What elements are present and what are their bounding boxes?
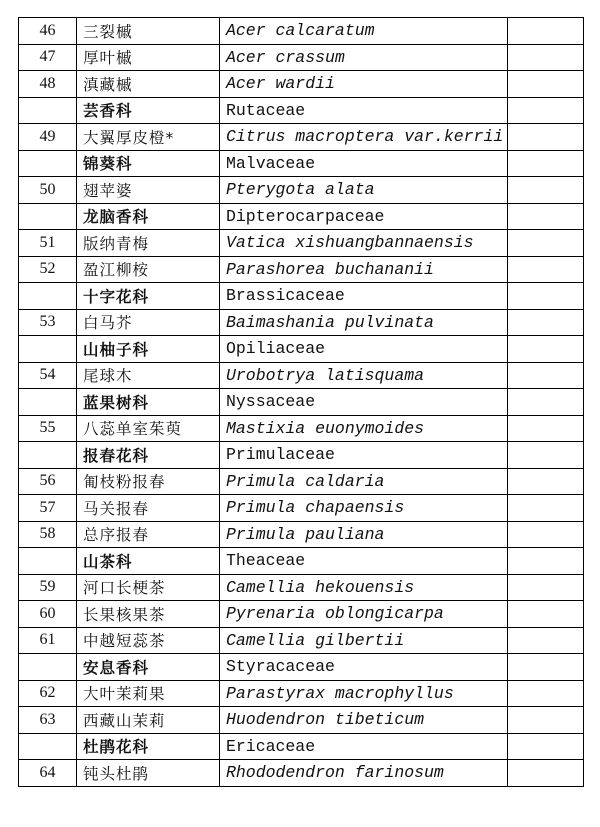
- family-chinese-name: 蓝果树科: [77, 389, 220, 416]
- species-row: [19, 256, 584, 283]
- species-latin-name: Citrus macroptera var.kerrii: [220, 124, 508, 151]
- row-number: 53: [19, 309, 77, 336]
- row-number: [19, 654, 77, 681]
- empty-notes-cell: [508, 574, 584, 601]
- species-row: [19, 124, 584, 151]
- species-latin-name: Urobotrya latisquama: [220, 362, 508, 389]
- row-number: 47: [19, 44, 77, 71]
- empty-notes-cell: [508, 654, 584, 681]
- species-chinese-name: 总序报春: [77, 521, 220, 548]
- species-row: [19, 574, 584, 601]
- species-chinese-name: 滇藏槭: [77, 71, 220, 98]
- empty-notes-cell: [508, 521, 584, 548]
- species-latin-name: Pterygota alata: [220, 177, 508, 204]
- species-chinese-name: 尾球木: [77, 362, 220, 389]
- empty-notes-cell: [508, 733, 584, 760]
- species-latin-name: Primula chapaensis: [220, 495, 508, 522]
- empty-notes-cell: [508, 362, 584, 389]
- row-number: 59: [19, 574, 77, 601]
- species-row: [19, 495, 584, 522]
- empty-notes-cell: [508, 177, 584, 204]
- row-number: 51: [19, 230, 77, 257]
- empty-notes-cell: [508, 230, 584, 257]
- family-row: [19, 336, 584, 363]
- species-chinese-name: 河口长梗茶: [77, 574, 220, 601]
- species-row: [19, 44, 584, 71]
- row-number: 62: [19, 680, 77, 707]
- row-number: [19, 283, 77, 310]
- species-latin-name: Mastixia euonymoides: [220, 415, 508, 442]
- row-number: [19, 203, 77, 230]
- species-row: [19, 71, 584, 98]
- species-row: [19, 521, 584, 548]
- species-latin-name: Parashorea buchananii: [220, 256, 508, 283]
- empty-notes-cell: [508, 203, 584, 230]
- species-chinese-name: 八蕊单室茱萸: [77, 415, 220, 442]
- family-row: [19, 548, 584, 575]
- species-latin-name: Acer calcaratum: [220, 18, 508, 45]
- species-chinese-name: 匍枝粉报春: [77, 468, 220, 495]
- row-number: 48: [19, 71, 77, 98]
- family-latin-name: Theaceae: [220, 548, 508, 575]
- species-row: [19, 18, 584, 45]
- species-chinese-name: 盈江柳桉: [77, 256, 220, 283]
- species-latin-name: Parastyrax macrophyllus: [220, 680, 508, 707]
- species-chinese-name: 大叶茉莉果: [77, 680, 220, 707]
- species-chinese-name: 厚叶槭: [77, 44, 220, 71]
- family-latin-name: Malvaceae: [220, 150, 508, 177]
- species-latin-name: Pyrenaria oblongicarpa: [220, 601, 508, 628]
- family-row: [19, 389, 584, 416]
- species-row: [19, 680, 584, 707]
- empty-notes-cell: [508, 71, 584, 98]
- empty-notes-cell: [508, 309, 584, 336]
- row-number: 50: [19, 177, 77, 204]
- empty-notes-cell: [508, 124, 584, 151]
- row-number: [19, 548, 77, 575]
- family-latin-name: Dipterocarpaceae: [220, 203, 508, 230]
- species-chinese-name: 西藏山茉莉: [77, 707, 220, 734]
- family-chinese-name: 杜鹃花科: [77, 733, 220, 760]
- row-number: [19, 389, 77, 416]
- species-row: [19, 468, 584, 495]
- family-latin-name: Primulaceae: [220, 442, 508, 469]
- species-table-body: [19, 18, 584, 787]
- empty-notes-cell: [508, 601, 584, 628]
- family-row: [19, 733, 584, 760]
- row-number: 46: [19, 18, 77, 45]
- species-latin-name: Camellia hekouensis: [220, 574, 508, 601]
- species-chinese-name: 中越短蕊茶: [77, 627, 220, 654]
- family-chinese-name: 芸香科: [77, 97, 220, 124]
- row-number: [19, 733, 77, 760]
- species-latin-name: Primula pauliana: [220, 521, 508, 548]
- empty-notes-cell: [508, 760, 584, 787]
- species-chinese-name: 版纳青梅: [77, 230, 220, 257]
- family-chinese-name: 山茶科: [77, 548, 220, 575]
- family-latin-name: Opiliaceae: [220, 336, 508, 363]
- empty-notes-cell: [508, 336, 584, 363]
- species-chinese-name: 马关报春: [77, 495, 220, 522]
- species-chinese-name: 白马芥: [77, 309, 220, 336]
- species-row: [19, 707, 584, 734]
- row-number: 52: [19, 256, 77, 283]
- species-row: [19, 627, 584, 654]
- species-chinese-name: 大翼厚皮橙*: [77, 124, 220, 151]
- species-chinese-name: 三裂槭: [77, 18, 220, 45]
- species-row: [19, 362, 584, 389]
- row-number: 57: [19, 495, 77, 522]
- family-row: [19, 283, 584, 310]
- empty-notes-cell: [508, 680, 584, 707]
- row-number: 60: [19, 601, 77, 628]
- empty-notes-cell: [508, 44, 584, 71]
- row-number: 54: [19, 362, 77, 389]
- empty-notes-cell: [508, 627, 584, 654]
- species-chinese-name: 钝头杜鹃: [77, 760, 220, 787]
- species-row: [19, 760, 584, 787]
- family-row: [19, 442, 584, 469]
- row-number: 49: [19, 124, 77, 151]
- family-latin-name: Styracaceae: [220, 654, 508, 681]
- family-latin-name: Ericaceae: [220, 733, 508, 760]
- family-latin-name: Brassicaceae: [220, 283, 508, 310]
- species-row: [19, 230, 584, 257]
- empty-notes-cell: [508, 442, 584, 469]
- row-number: 58: [19, 521, 77, 548]
- row-number: 61: [19, 627, 77, 654]
- empty-notes-cell: [508, 283, 584, 310]
- family-chinese-name: 山柚子科: [77, 336, 220, 363]
- row-number: [19, 336, 77, 363]
- empty-notes-cell: [508, 256, 584, 283]
- empty-notes-cell: [508, 707, 584, 734]
- species-row: [19, 309, 584, 336]
- row-number: 64: [19, 760, 77, 787]
- family-row: [19, 203, 584, 230]
- species-latin-name: Vatica xishuangbannaensis: [220, 230, 508, 257]
- family-chinese-name: 报春花科: [77, 442, 220, 469]
- empty-notes-cell: [508, 18, 584, 45]
- family-chinese-name: 龙脑香科: [77, 203, 220, 230]
- species-latin-name: Huodendron tibeticum: [220, 707, 508, 734]
- family-chinese-name: 安息香科: [77, 654, 220, 681]
- row-number: [19, 442, 77, 469]
- species-latin-name: Acer wardii: [220, 71, 508, 98]
- empty-notes-cell: [508, 415, 584, 442]
- row-number: 63: [19, 707, 77, 734]
- row-number: 56: [19, 468, 77, 495]
- family-row: [19, 654, 584, 681]
- row-number: [19, 97, 77, 124]
- empty-notes-cell: [508, 389, 584, 416]
- species-latin-name: Camellia gilbertii: [220, 627, 508, 654]
- row-number: [19, 150, 77, 177]
- species-chinese-name: 翅苹婆: [77, 177, 220, 204]
- species-row: [19, 415, 584, 442]
- family-row: [19, 150, 584, 177]
- empty-notes-cell: [508, 97, 584, 124]
- species-table: [18, 17, 584, 787]
- row-number: 55: [19, 415, 77, 442]
- empty-notes-cell: [508, 495, 584, 522]
- empty-notes-cell: [508, 150, 584, 177]
- species-latin-name: Rhododendron farinosum: [220, 760, 508, 787]
- species-chinese-name: 长果核果茶: [77, 601, 220, 628]
- family-latin-name: Nyssaceae: [220, 389, 508, 416]
- species-latin-name: Acer crassum: [220, 44, 508, 71]
- family-row: [19, 97, 584, 124]
- family-chinese-name: 锦葵科: [77, 150, 220, 177]
- family-chinese-name: 十字花科: [77, 283, 220, 310]
- species-row: [19, 177, 584, 204]
- empty-notes-cell: [508, 548, 584, 575]
- species-row: [19, 601, 584, 628]
- family-latin-name: Rutaceae: [220, 97, 508, 124]
- empty-notes-cell: [508, 468, 584, 495]
- species-latin-name: Primula caldaria: [220, 468, 508, 495]
- species-latin-name: Baimashania pulvinata: [220, 309, 508, 336]
